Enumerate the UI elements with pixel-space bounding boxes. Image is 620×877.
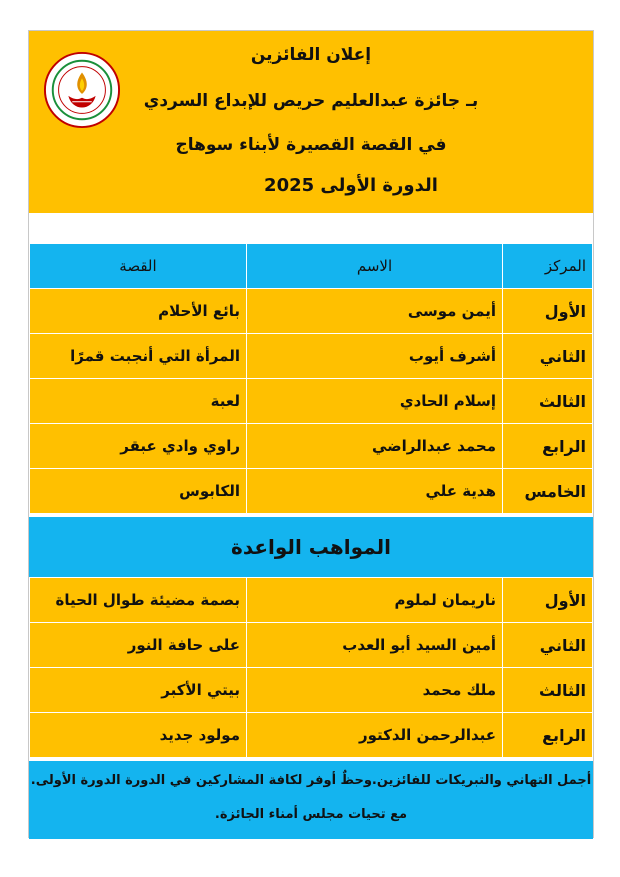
name-cell: ناريمان لملوم	[247, 578, 503, 623]
table-row	[30, 623, 593, 668]
name-cell: عبدالرحمن الدكتور	[247, 713, 503, 758]
table-row	[30, 379, 593, 424]
story-cell: الكابوس	[30, 469, 247, 514]
table-row	[30, 289, 593, 334]
story-cell: بائع الأحلام	[30, 289, 247, 334]
table-row	[30, 469, 593, 514]
footer-signature: مع تحيات مجلس أمناء الجائزة.	[214, 807, 408, 822]
name-cell: أشرف أيوب	[247, 334, 503, 379]
name-cell: أيمن موسى	[247, 289, 503, 334]
story-cell: على حافة النور	[30, 623, 247, 668]
spacer-band	[29, 213, 593, 243]
story-cell: بصمة مضيئة طوال الحياة	[30, 578, 247, 623]
story-cell: بيتي الأكبر	[30, 668, 247, 713]
header-award-name: بـ جائزة عبدالعليم حريص للإبداع السردي	[143, 91, 479, 111]
table-row	[30, 668, 593, 713]
column-header-rank: المركز	[503, 244, 593, 289]
header-title: إعلان الفائزين	[250, 45, 372, 65]
header-category: في القصة القصيرة لأبناء سوهاج	[175, 135, 447, 155]
rank-cell: الثالث	[503, 379, 593, 424]
table-row	[30, 713, 593, 758]
footer-congratulations: أجمل التهاني والتبريكات للفائزين.وحظٌ أوفر لكافة المشاركين في الدورة الدورة الأولى.	[30, 773, 592, 788]
name-cell: هدية علي	[247, 469, 503, 514]
rank-cell: الثالث	[503, 668, 593, 713]
name-cell: ملك محمد	[247, 668, 503, 713]
name-cell: محمد عبدالراضي	[247, 424, 503, 469]
table-row	[30, 334, 593, 379]
story-cell: مولود جديد	[30, 713, 247, 758]
header-panel	[29, 31, 593, 213]
table-row	[30, 424, 593, 469]
rank-cell: الأول	[503, 289, 593, 334]
rank-cell: الأول	[503, 578, 593, 623]
story-cell: لعبة	[30, 379, 247, 424]
table-row	[30, 578, 593, 623]
winners-table	[29, 243, 593, 514]
table-header-row	[30, 244, 593, 289]
rank-cell: الخامس	[503, 469, 593, 514]
story-cell: المرأة التي أنجبت قمرًا	[30, 334, 247, 379]
name-cell: أمين السيد أبو العدب	[247, 623, 503, 668]
footer-panel	[29, 761, 593, 839]
column-header-name: الاسم	[247, 244, 503, 289]
story-cell: راوي وادي عبقر	[30, 424, 247, 469]
rank-cell: الرابع	[503, 713, 593, 758]
rank-cell: الثاني	[503, 334, 593, 379]
header-edition: الدورة الأولى 2025	[264, 175, 438, 196]
rank-cell: الرابع	[503, 424, 593, 469]
name-cell: إسلام الحادي	[247, 379, 503, 424]
column-header-story: القصة	[30, 244, 247, 289]
talents-table	[29, 577, 593, 758]
section-title-talents: المواهب الواعدة	[29, 517, 593, 577]
rank-cell: الثاني	[503, 623, 593, 668]
announcement-sheet	[28, 30, 594, 838]
